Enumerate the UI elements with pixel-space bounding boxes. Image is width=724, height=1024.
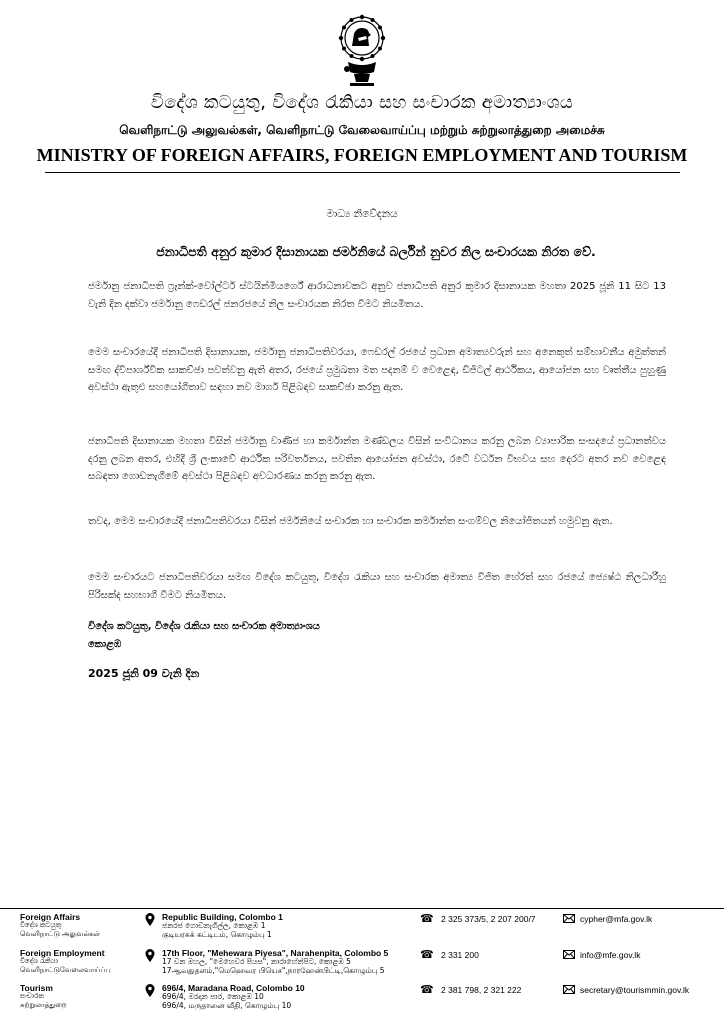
address-ta: 17ஆவதுதளம்,"மெஹெவர பியெச",நாரஹேன்பிட்டி,கொழும்பு 5 bbox=[162, 965, 385, 975]
address-ta: 696/4, மருதானை வீதி, கொழும்பு 10 bbox=[162, 1000, 292, 1010]
address-si: 17 වන මහල, "මෙහෙවර පියස", නාරාහේන්පිට, කොළඹ 5 bbox=[162, 957, 351, 966]
signature-location: කොළඹ bbox=[88, 639, 122, 650]
map-pin-icon bbox=[145, 984, 155, 997]
document-date: 2025 ජූනි 09 වැනි දින bbox=[88, 667, 200, 680]
telephone-icon: ☎ bbox=[420, 948, 434, 961]
signature-ministry: විදේශ කටයුතු, විදේශ රැකියා සහ සංචාරක අමාත්‍යාංශය bbox=[88, 621, 320, 632]
address bbox=[162, 983, 422, 1010]
address-en: 696/4, Maradana Road, Colombo 10 bbox=[162, 983, 305, 993]
telephone-icon: ☎ bbox=[420, 912, 434, 925]
footer-row-foreign-affairs bbox=[0, 912, 724, 948]
department-name-si: විදේශ රැකියා bbox=[20, 958, 59, 965]
email-address[interactable]: cypher@mfa.gov.lk bbox=[580, 914, 653, 924]
email-address[interactable]: info@mfe.gov.lk bbox=[580, 950, 641, 960]
phone-number: 2 331 200 bbox=[441, 950, 479, 960]
department-name-en: Foreign Employment bbox=[20, 948, 105, 958]
address bbox=[162, 948, 422, 975]
address-en: Republic Building, Colombo 1 bbox=[162, 912, 283, 922]
envelope-icon bbox=[563, 950, 575, 959]
body-paragraph: තවද, මෙම සංචාරයේදී ජනාධිපතිවරයා විසින් ජර්මනියේ සංචාරක හා සංචාරක කර්මාන්ත සංගම්වල නියෝජිතයන් හමුවනු ඇත. bbox=[88, 516, 613, 527]
phone-number: 2 325 373/5, 2 207 200/7 bbox=[441, 914, 536, 924]
envelope-icon bbox=[563, 914, 575, 923]
body-paragraph: ජර්මානු ජනාධිපති ෆ්‍රෑන්ක්-වෝල්ටර් ස්ටයින්මියර්ගේ ආරාධනාවකට අනුව ජනාධිපති අනුර කුමාර දිසානායක මහතා 2025 ජූනි 11 සිට 13 වැනි දින දක්වා ජර්මානු ෆෙඩරල් ජනරජයේ නිල සංචාරයක නිරත වීමට නියමිතය. bbox=[88, 281, 666, 310]
map-pin-icon bbox=[145, 913, 155, 926]
department-name bbox=[20, 948, 135, 975]
address bbox=[162, 912, 422, 939]
department-name-en: Tourism bbox=[20, 983, 53, 993]
department-name-en: Foreign Affairs bbox=[20, 912, 81, 922]
ministry-title-sinhala: විදේශ කටයුතු, විදේශ රැකියා සහ සංචාරක අමාත්‍යාංශය bbox=[150, 92, 574, 113]
sri-lanka-emblem-icon bbox=[338, 12, 386, 92]
address-si: 696/4, මරදාන පාර, කොළඹ 10 bbox=[162, 992, 264, 1001]
department-name-si: විදේශ කටයුතු bbox=[20, 922, 62, 929]
body-paragraph: ජනාධිපති දිසානායක මහතා විසින් ජර්මානු වාණිජ හා කර්මාන්ත මණ්ඩලය විසින් සංවිධානය කරනු ලබන ව්‍යාපාරික සංසදයේ ප්‍රධානත්වය දරනු ලබන අතර, එහිදී ශ්‍රී ලංකාවේ ආර්ථික පරිවර්තනය, පවතින ආයෝජන අවස්ථා, රටේ වර්ධන විභවය සහ දෙරට අතර නව වෙළෙඳ සබඳතා ගොඩනැගීමේ අවස්ථා පිළිබඳව අවධාරණය කරනු කරනු ඇත. bbox=[88, 436, 666, 482]
press-release-headline: ජනාධිපති අනුර කුමාර දිසානායක ජර්මනියේ බර්ලින් නුවර නිල සංචාරයක නිරත වේ. bbox=[156, 244, 596, 259]
document-type-label: මාධ්‍ය නිවේදනය bbox=[326, 208, 398, 220]
telephone-icon: ☎ bbox=[420, 983, 434, 996]
envelope-icon bbox=[563, 985, 575, 994]
address-en: 17th Floor, "Mehewara Piyesa", Narahenpita, Colombo 5 bbox=[162, 948, 389, 958]
footer-row-foreign-employment bbox=[0, 948, 724, 984]
department-name-ta: சுற்றுலாத்துறை bbox=[20, 1001, 67, 1009]
footer-row-tourism bbox=[0, 983, 724, 1019]
department-name-ta: வெளிநாட்டுவேலைவாய்ப்பு bbox=[20, 966, 111, 974]
phone-number: 2 381 798, 2 321 222 bbox=[441, 985, 522, 995]
body-paragraph: මෙම සංචාරයට ජනාධිපතිවරයා සමඟ විදේශ කටයුතු, විදේශ රැකියා සහ සංචාරක අමාත්‍ය විජිත හේරත් සහ රජයේ ජ්‍යෙෂ්ඨ නිලධාරීහු පිරිසක්ද සහභාගී වීමට නියමිතය. bbox=[88, 572, 666, 601]
map-pin-icon bbox=[145, 949, 155, 962]
body-paragraph: මෙම සංචාරයේදී ජනාධිපති දිසානායක, ජර්මානු ජනාධිපතිවරයා, ෆෙඩරල් රජයේ ප්‍රධාන අමාත්‍යවරුන් සහ අනෙකුත් සම්භාවනීය අමුත්තන් සමඟ ද්විපාර්ශ්වික සාකච්ඡා පවත්වනු ඇති අතර, රජයේ ප්‍රමුඛතා මත පදනම් ව වෙළෙඳ, ඩිජිටල් ආර්ථිකය, ආයෝජන සහ වෘත්තීය පුහුණු අවස්ථා ඇතුළු සහයෝගීතාව සඳහා නව මාර්ග පිළිබඳව සාකච්ඡා කරනු ඇත. bbox=[88, 347, 666, 393]
address-ta: குடியரசுக் கட்டிடம், கொழும்பு 1 bbox=[162, 929, 272, 939]
department-name-si: සංචාරක bbox=[20, 993, 45, 1000]
ministry-title-tamil: வெளிநாட்டு அலுவல்கள், வெளிநாட்டு வேலைவாய்ப்பு மற்றும் சுற்றுலாத்துறை அமைச்சு bbox=[119, 123, 605, 137]
ministry-title-english: MINISTRY OF FOREIGN AFFAIRS, FOREIGN EMPLOYMENT AND TOURISM bbox=[36, 145, 688, 165]
address-si: ජනරජ ගොඩනැගිල්ල, කොළඹ 1 bbox=[162, 921, 266, 930]
department-name bbox=[20, 912, 135, 939]
footer-divider bbox=[0, 908, 724, 909]
department-name-ta: வெளிநாட்டு அலுவல்கள் bbox=[20, 930, 101, 938]
contact-footer bbox=[0, 910, 724, 1024]
department-name bbox=[20, 983, 135, 1010]
email-address[interactable]: secretary@tourismmin.gov.lk bbox=[580, 985, 690, 995]
header-divider bbox=[45, 172, 680, 173]
